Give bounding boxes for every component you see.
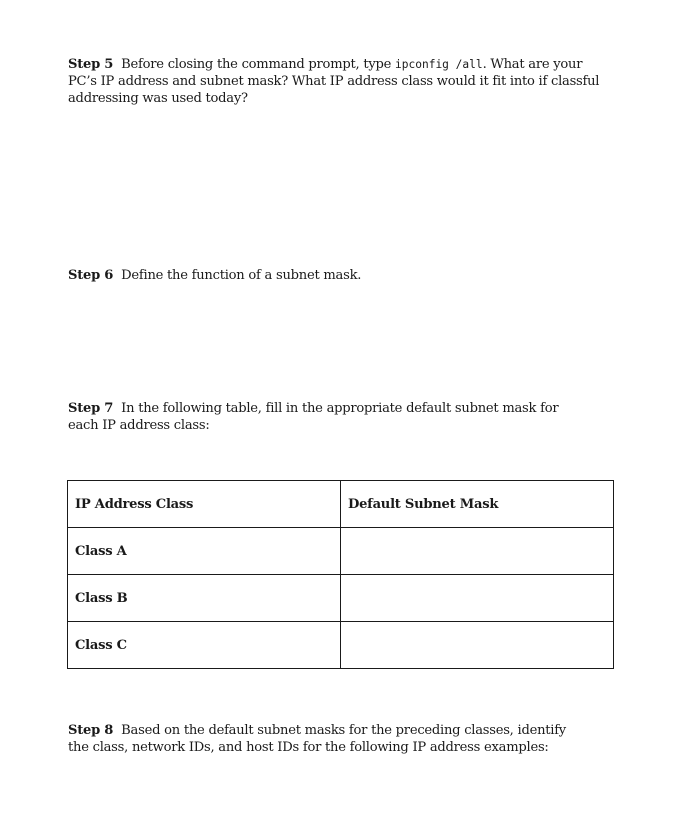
header-ip-address-class: IP Address Class [68, 481, 341, 528]
mask-cell[interactable] [341, 622, 614, 669]
class-cell: Class A [68, 528, 341, 575]
step-7-paragraph [68, 400, 578, 434]
class-cell: Class C [68, 622, 341, 669]
step-5-paragraph [68, 56, 613, 107]
table-row [68, 622, 614, 669]
header-default-subnet-mask: Default Subnet Mask [341, 481, 614, 528]
ipconfig-command: ipconfig /all [395, 58, 483, 71]
step-6-text: Define the function of a subnet mask. [121, 268, 362, 283]
step-6-paragraph [68, 267, 613, 284]
step-5-text-before: Before closing the command prompt, type [121, 57, 396, 72]
subnet-mask-table [67, 480, 614, 669]
step-8-label: Step 8 [68, 723, 114, 738]
table-row [68, 528, 614, 575]
class-cell: Class B [68, 575, 341, 622]
table-header-row [68, 481, 614, 528]
step-7-label: Step 7 [68, 401, 114, 416]
table-row [68, 575, 614, 622]
mask-cell[interactable] [341, 528, 614, 575]
step-5-label: Step 5 [68, 57, 114, 72]
step-8-paragraph [68, 722, 568, 756]
mask-cell[interactable] [341, 575, 614, 622]
step-8-text: Based on the default subnet masks for the preceding classes, identify the class, network IDs, and host IDs for the following IP address examples: [68, 723, 566, 755]
step-5-text-after: . What are your PC’s IP address and subnet mask? What IP address class would it fit into if classful addressing was used today? [68, 57, 600, 106]
step-7-text: In the following table, fill in the appropriate default subnet mask for each IP address class: [68, 401, 559, 433]
step-6-label: Step 6 [68, 268, 114, 283]
